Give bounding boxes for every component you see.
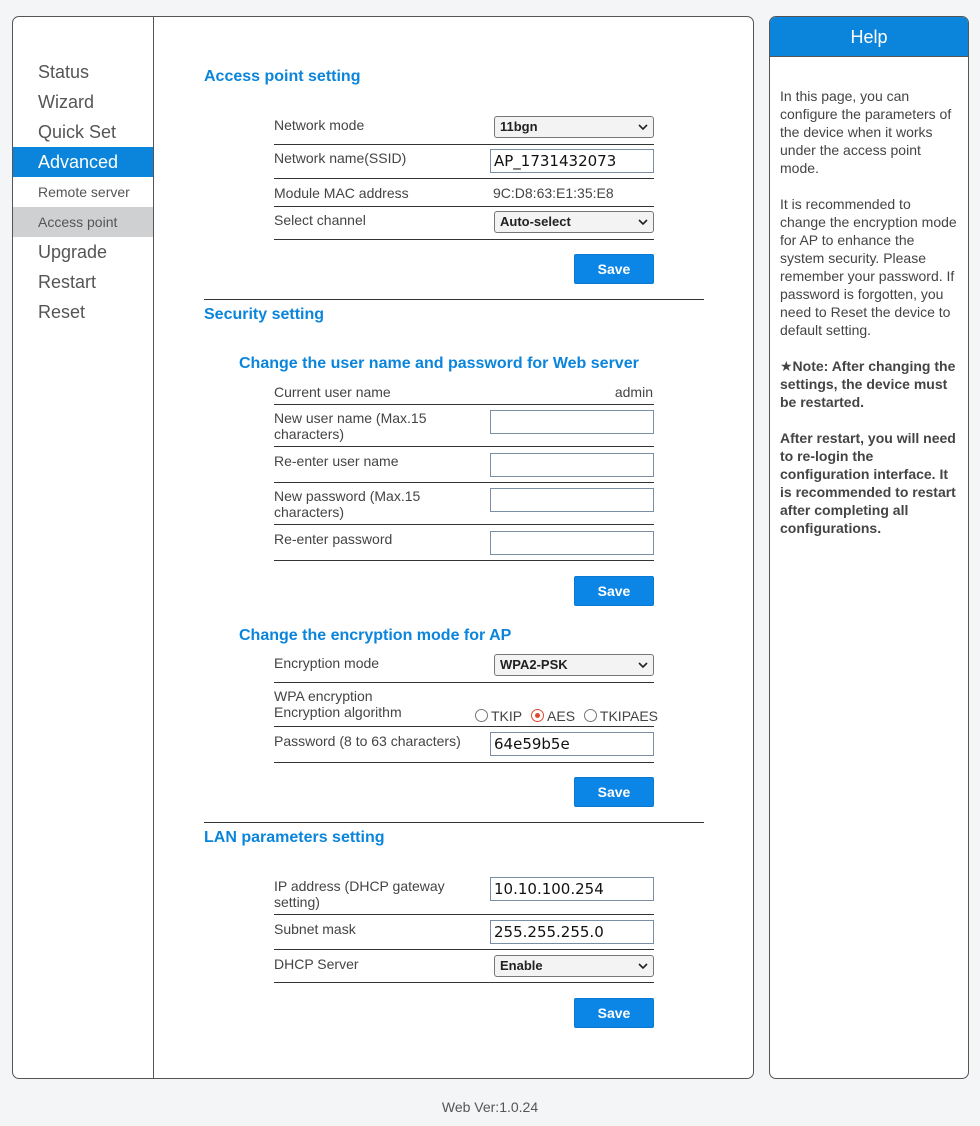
nav-restart[interactable]: Restart bbox=[38, 272, 97, 292]
row-divider bbox=[274, 446, 654, 447]
current-user-value: admin bbox=[614, 384, 653, 400]
row-divider bbox=[274, 482, 654, 483]
network-mode-value: 11bgn bbox=[500, 119, 538, 134]
dhcp-server-value: Enable bbox=[500, 958, 543, 973]
row-divider bbox=[274, 144, 654, 145]
row-divider bbox=[274, 178, 654, 179]
section-divider bbox=[204, 822, 704, 823]
help-note: ★Note: After changing the settings, the device must be restarted. bbox=[780, 358, 956, 410]
lan-section-title: LAN parameters setting bbox=[204, 829, 385, 846]
ssid-label: Network name(SSID) bbox=[274, 150, 407, 166]
ap-section-title: Access point setting bbox=[204, 68, 361, 85]
row-divider bbox=[274, 762, 654, 763]
radio-aes-label: AES bbox=[547, 708, 576, 725]
chevron-down-icon bbox=[638, 122, 648, 132]
wpa-label-line1: WPA encryption bbox=[274, 688, 373, 704]
ap-password-label: Password (8 to 63 characters) bbox=[274, 733, 461, 749]
ip-address-label: IP address (DHCP gateway setting) bbox=[274, 878, 445, 910]
dhcp-server-label: DHCP Server bbox=[274, 956, 359, 972]
row-divider bbox=[274, 404, 654, 405]
radio-aes[interactable] bbox=[531, 709, 544, 722]
radio-tkip-label: TKIP bbox=[491, 708, 523, 725]
chevron-down-icon bbox=[638, 660, 648, 670]
ssid-input[interactable]: AP_1731432073 bbox=[490, 149, 654, 173]
new-password-label: New password (Max.15 characters) bbox=[274, 488, 421, 520]
new-user-label: New user name (Max.15 characters) bbox=[274, 410, 427, 442]
ap-save-button[interactable]: Save bbox=[574, 254, 654, 284]
section-divider bbox=[204, 299, 704, 300]
help-paragraph: In this page, you can configure the parameters of the device when it works under the access point mode. bbox=[780, 88, 952, 176]
encryption-save-button[interactable]: Save bbox=[574, 777, 654, 807]
nav-reset[interactable]: Reset bbox=[38, 302, 86, 322]
subnet-mask-input[interactable]: 255.255.255.0 bbox=[490, 920, 654, 944]
radio-tkipaes-label: TKIPAES bbox=[599, 708, 659, 725]
subnet-mask-label: Subnet mask bbox=[274, 921, 356, 937]
nav-wizard[interactable]: Wizard bbox=[38, 92, 95, 112]
nav-remote-server[interactable]: Remote server bbox=[38, 184, 130, 200]
wpa-encryption-label bbox=[274, 688, 474, 720]
web-credentials-title: Change the user name and password for Web server bbox=[239, 355, 639, 372]
mac-value: 9C:D8:63:E1:35:E8 bbox=[493, 185, 614, 201]
row-divider bbox=[274, 206, 654, 207]
current-user-label: Current user name bbox=[274, 384, 391, 400]
ap-password-input[interactable]: 64e59b5e bbox=[490, 732, 654, 756]
radio-tkipaes[interactable] bbox=[584, 709, 597, 722]
sidebar bbox=[13, 17, 154, 1078]
nav-status[interactable]: Status bbox=[38, 62, 90, 82]
nav-quick-set[interactable]: Quick Set bbox=[38, 122, 117, 142]
security-section-title: Security setting bbox=[204, 306, 325, 323]
nav-advanced[interactable]: Advanced bbox=[13, 147, 153, 177]
mac-label: Module MAC address bbox=[274, 185, 409, 201]
row-divider bbox=[274, 949, 654, 950]
row-divider bbox=[274, 239, 654, 240]
radio-tkip[interactable] bbox=[475, 709, 488, 722]
row-divider bbox=[274, 726, 654, 727]
help-paragraph: It is recommended to change the encryption mode for AP to enhance the system security. Please remember your password. If password is forgotten, you need to Reset the device to default setting. bbox=[780, 196, 957, 338]
main-panel bbox=[12, 16, 754, 1079]
row-divider bbox=[274, 524, 654, 525]
reenter-user-input[interactable] bbox=[490, 453, 654, 477]
dhcp-server-select[interactable] bbox=[494, 955, 654, 977]
algorithm-radio-group bbox=[475, 707, 663, 723]
encryption-mode-select[interactable] bbox=[494, 654, 654, 676]
row-divider bbox=[274, 914, 654, 915]
encryption-mode-label: Encryption mode bbox=[274, 655, 380, 671]
help-body bbox=[770, 57, 968, 537]
chevron-down-icon bbox=[638, 961, 648, 971]
lan-save-button[interactable]: Save bbox=[574, 998, 654, 1028]
row-divider bbox=[274, 982, 654, 983]
credentials-save-button[interactable]: Save bbox=[574, 576, 654, 606]
encryption-mode-value: WPA2-PSK bbox=[500, 657, 568, 672]
reenter-user-label: Re-enter user name bbox=[274, 453, 399, 469]
chevron-down-icon bbox=[638, 217, 648, 227]
new-password-input[interactable] bbox=[490, 488, 654, 512]
row-divider bbox=[274, 560, 654, 561]
wpa-label-line2: Encryption algorithm bbox=[274, 704, 402, 720]
channel-label: Select channel bbox=[274, 212, 366, 228]
row-divider bbox=[274, 682, 654, 683]
reenter-password-input[interactable] bbox=[490, 531, 654, 555]
help-note: After restart, you will need to re-login the configuration interface. It is recommended to restart after completing all configurations. bbox=[780, 430, 956, 536]
nav-access-point[interactable]: Access point bbox=[13, 207, 153, 237]
channel-select[interactable] bbox=[494, 211, 654, 233]
help-title: Help bbox=[770, 17, 968, 57]
new-user-input[interactable] bbox=[490, 410, 654, 434]
network-mode-select[interactable] bbox=[494, 116, 654, 138]
content-area bbox=[154, 17, 753, 1078]
ip-address-input[interactable]: 10.10.100.254 bbox=[490, 877, 654, 901]
channel-value: Auto-select bbox=[500, 214, 571, 229]
nav-upgrade[interactable]: Upgrade bbox=[38, 242, 108, 262]
network-mode-label: Network mode bbox=[274, 117, 365, 133]
footer-version: Web Ver:1.0.24 bbox=[441, 1099, 539, 1115]
nav-list bbox=[13, 57, 153, 327]
encryption-title: Change the encryption mode for AP bbox=[239, 627, 512, 644]
reenter-password-label: Re-enter password bbox=[274, 531, 393, 547]
help-panel bbox=[769, 16, 969, 1079]
